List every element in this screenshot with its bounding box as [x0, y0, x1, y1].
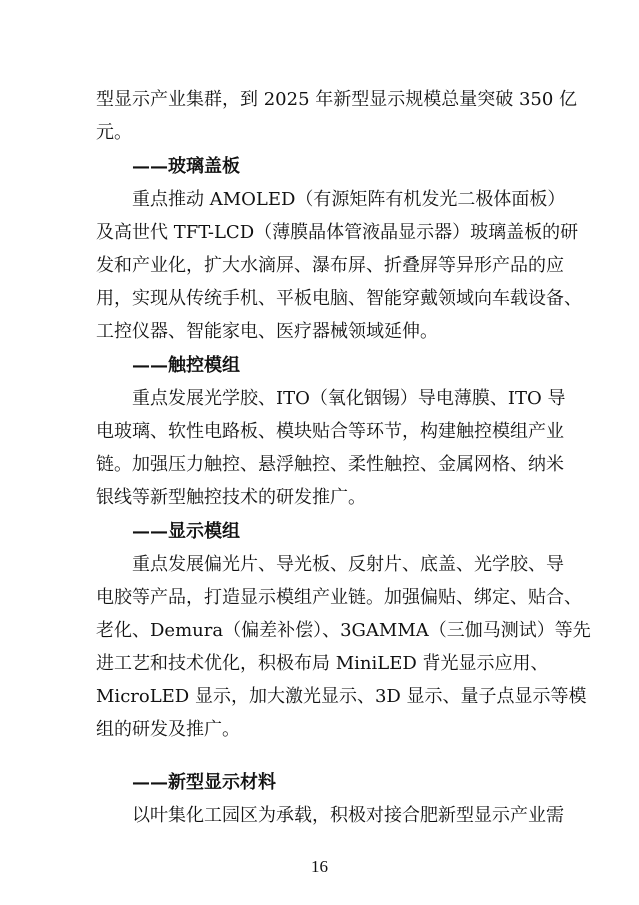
section-heading-glass-cover: ——玻璃盖板: [132, 156, 240, 177]
paragraph-line: 及高世代 TFT-LCD（薄膜晶体管液晶显示器）玻璃盖板的研: [96, 222, 579, 243]
paragraph-line: 银线等新型触控技术的研发推广。: [96, 487, 366, 508]
paragraph-line: 元。: [96, 122, 132, 143]
paragraph-line: 老化、Demura（偏差补偿）、3GAMMA（三伽马测试）等先: [96, 620, 591, 641]
paragraph-line: 工控仪器、智能家电、医疗器械领域延伸。: [96, 321, 438, 342]
section-heading-display-materials: ——新型显示材料: [132, 772, 276, 793]
paragraph-line: 重点发展偏光片、导光板、反射片、底盖、光学胶、导: [96, 554, 564, 575]
paragraph-line: MicroLED 显示，加大激光显示、3D 显示、量子点显示等模: [96, 686, 587, 707]
paragraph-line: 发和产业化，扩大水滴屏、瀑布屏、折叠屏等异形产品的应: [96, 255, 564, 276]
section-heading-display-module: ——显示模组: [132, 521, 240, 542]
paragraph-line: 进工艺和技术优化，积极布局 MiniLED 背光显示应用、: [96, 653, 549, 674]
section-heading-touch-module: ——触控模组: [132, 355, 240, 376]
paragraph-line: 用，实现从传统手机、平板电脑、智能穿戴领域向车载设备、: [96, 288, 582, 309]
paragraph-line: 重点发展光学胶、ITO（氧化铟锡）导电薄膜、ITO 导: [96, 388, 566, 409]
paragraph-line: 电玻璃、软性电路板、模块贴合等环节，构建触控模组产业: [96, 421, 564, 442]
paragraph-line: 组的研发及推广。: [96, 719, 240, 740]
paragraph-line: 以叶集化工园区为承载，积极对接合肥新型显示产业需: [96, 805, 564, 826]
paragraph-line: 型显示产业集群，到 2025 年新型显示规模总量突破 350 亿: [96, 89, 578, 110]
paragraph-line: 电胶等产品，打造显示模组产业链。加强偏贴、绑定、贴合、: [96, 587, 582, 608]
paragraph-line: 链。加强压力触控、悬浮触控、柔性触控、金属网格、纳米: [96, 454, 564, 475]
paragraph-line: 重点推动 AMOLED（有源矩阵有机发光二极体面板）: [96, 189, 566, 210]
page-number: 16: [311, 857, 328, 876]
